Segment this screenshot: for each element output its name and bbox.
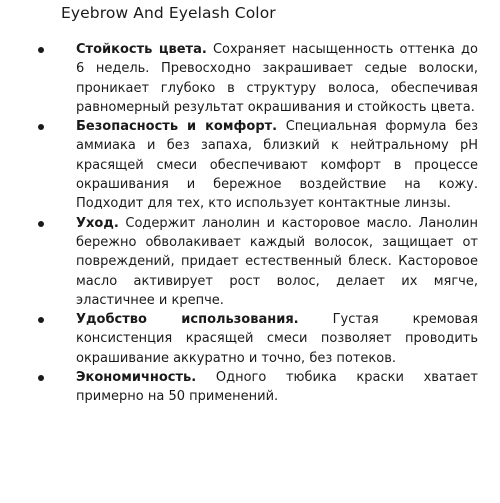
bullet-icon — [38, 124, 44, 130]
feature-text: Густая кремовая консистенция красящей смеси позволяет проводить окрашивание аккуратно и точно, без потеков. — [76, 312, 478, 366]
feature-text: Сохраняет насыщенность оттенка до 6 недель. Превосходно закрашивает седые волоски, проникает глубоко в структуру волоса, обеспечивая равномерный результат окрашивания и стойкость цвета. — [76, 42, 478, 115]
feature-heading: Удобство использования. — [76, 312, 299, 328]
feature-heading: Уход. — [76, 215, 119, 231]
product-description-page — [0, 3, 500, 503]
bullet-icon — [38, 221, 44, 227]
feature-item-safety-comfort — [0, 117, 478, 213]
feature-heading: Экономичность. — [76, 370, 197, 386]
bullet-icon — [38, 317, 44, 323]
feature-list — [0, 40, 478, 407]
feature-text: Содержит ланолин и касторовое масло. Ланолин бережно обволакивает каждый волосок, защищает от повреждений, придает естественный блеск. Касторовое масло активирует рост волос, делает их мягче, эластичнее и крепче. — [76, 215, 478, 308]
bullet-icon — [38, 375, 44, 381]
feature-text: Одного тюбика краски хватает примерно на 50 применений. — [76, 370, 478, 405]
feature-item-ease-of-use — [0, 310, 478, 368]
feature-heading: Безопасность и комфорт. — [76, 119, 278, 135]
page-title: Eyebrow And Eyelash Color — [61, 4, 276, 22]
feature-item-color-durability — [0, 40, 478, 117]
bullet-icon — [38, 47, 44, 53]
feature-item-economy — [0, 368, 478, 407]
feature-item-care — [0, 214, 478, 310]
feature-heading: Стойкость цвета. — [76, 42, 207, 57]
feature-text: Специальная формула без аммиака и без запаха, близкий к нейтральному pH красящей смеси обеспечивают комфорт в процессе окрашивания и бережное воздействие на кожу. Подходит для тех, кто использует контактные линзы. — [76, 119, 478, 212]
